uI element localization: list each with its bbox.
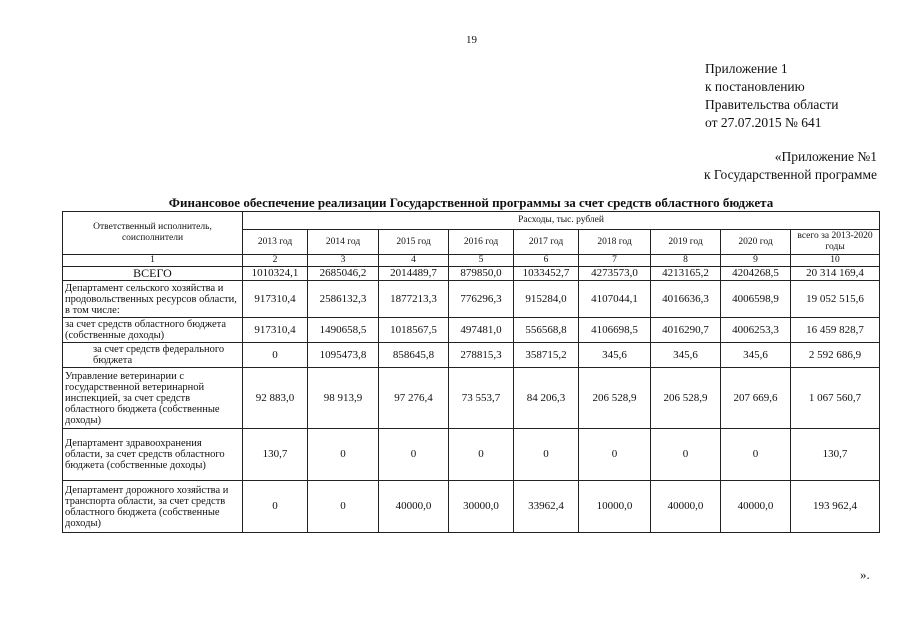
table-cell: 2014489,7 [379,267,449,281]
table-cell: 358715,2 [514,343,579,368]
document-title: Финансовое обеспечение реализации Государственной программы за счет средств областного бюджета [168,195,774,210]
table-cell: 858645,8 [379,343,449,368]
table-cell: 0 [379,429,449,481]
table-cell: 40000,0 [651,481,721,533]
table-row [63,318,880,343]
table-cell: 4016636,3 [651,281,721,318]
table-cell: 497481,0 [449,318,514,343]
row-label: за счет средств федерального бюджета [63,343,243,368]
table-cell: 345,6 [651,343,721,368]
page-number: 19 [466,34,477,46]
column-number: 1 [63,255,243,267]
table-row [63,368,880,429]
column-number: 7 [579,255,651,267]
table-cell: 1877213,3 [379,281,449,318]
row-label: за счет средств областного бюджета (собственные доходы) [63,318,243,343]
column-number: 8 [651,255,721,267]
row-label: Департамент дорожного хозяйства и транспорта области, за счет средств областного бюджета (собственные доходы) [63,481,243,533]
financing-table [62,211,880,533]
table-cell-total: 130,7 [791,429,880,481]
row-label: Департамент здравоохранения области, за счет средств областного бюджета (собственные доходы) [63,429,243,481]
table-cell: 1490658,5 [308,318,379,343]
header-year: 2017 год [514,230,579,255]
header-year: 2016 год [449,230,514,255]
table-cell: 915284,0 [514,281,579,318]
column-number: 10 [791,255,880,267]
header-year: 2013 год [243,230,308,255]
table-cell: 4107044,1 [579,281,651,318]
table-cell: 1018567,5 [379,318,449,343]
column-number: 6 [514,255,579,267]
table-cell: 84 206,3 [514,368,579,429]
table-cell: 0 [308,481,379,533]
table-cell: 4204268,5 [721,267,791,281]
header-year: 2019 год [651,230,721,255]
row-label: Управление ветеринарии с государственной ветеринарной инспекцией, за счет средств областного бюджета (собственные доходы) [63,368,243,429]
header-year: 2018 год [579,230,651,255]
table-cell: 917310,4 [243,281,308,318]
appendix-line: Приложение 1 [705,61,788,76]
table-cell: 0 [721,429,791,481]
appendix2-line: к Государственной программе [703,167,877,182]
appendix-line: Правительства области [705,97,839,112]
appendix-line: к постановлению [705,79,805,94]
table-cell: 0 [308,429,379,481]
table-cell: 73 553,7 [449,368,514,429]
table-cell: 1033452,7 [514,267,579,281]
table-cell: 556568,8 [514,318,579,343]
table-cell: 2685046,2 [308,267,379,281]
column-number: 4 [379,255,449,267]
table-cell: 1095473,8 [308,343,379,368]
table-cell: 278815,3 [449,343,514,368]
table-row [63,481,880,533]
header-year: 2014 год [308,230,379,255]
appendix2-line: «Приложение №1 [774,149,877,164]
appendix-header [705,60,838,132]
table-cell-total: 16 459 828,7 [791,318,880,343]
table-cell: 0 [449,429,514,481]
table-cell: 2586132,3 [308,281,379,318]
table-cell: 30000,0 [449,481,514,533]
appendix-header-2 [704,148,877,184]
table-row [63,429,880,481]
table-cell-total: 1 067 560,7 [791,368,880,429]
column-number: 5 [449,255,514,267]
appendix-line: от 27.07.2015 № 641 [705,115,822,130]
table-cell-total: 19 052 515,6 [791,281,880,318]
table-cell: 207 669,6 [721,368,791,429]
table-cell: 1010324,1 [243,267,308,281]
table-cell: 0 [243,343,308,368]
header-year: 2015 год [379,230,449,255]
table-row [63,267,880,281]
table-cell: 4006598,9 [721,281,791,318]
table-cell: 130,7 [243,429,308,481]
table-row [63,343,880,368]
row-label: Департамент сельского хозяйства и продовольственных ресурсов области, в том числе: [63,281,243,318]
header-executor: Ответственный исполнитель, соисполнители [63,212,243,255]
column-number: 2 [243,255,308,267]
table-cell: 10000,0 [579,481,651,533]
table-cell: 0 [651,429,721,481]
table-cell: 345,6 [721,343,791,368]
table-cell: 40000,0 [721,481,791,533]
header-total: всего за 2013-2020 годы [791,230,880,255]
table-cell: 879850,0 [449,267,514,281]
column-number: 3 [308,255,379,267]
table-cell: 206 528,9 [651,368,721,429]
table-cell-total: 20 314 169,4 [791,267,880,281]
table-cell: 33962,4 [514,481,579,533]
table-cell: 40000,0 [379,481,449,533]
column-number: 9 [721,255,791,267]
header-year: 2020 год [721,230,791,255]
table-cell: 4273573,0 [579,267,651,281]
table-cell: 4006253,3 [721,318,791,343]
table-row [63,281,880,318]
table-cell-total: 193 962,4 [791,481,880,533]
table-cell: 776296,3 [449,281,514,318]
table-cell: 0 [514,429,579,481]
table-cell: 4106698,5 [579,318,651,343]
row-label: ВСЕГО [63,267,243,281]
table-cell: 0 [243,481,308,533]
table-cell: 98 913,9 [308,368,379,429]
table-cell: 92 883,0 [243,368,308,429]
table-cell: 97 276,4 [379,368,449,429]
table-cell-total: 2 592 686,9 [791,343,880,368]
table-cell: 4213165,2 [651,267,721,281]
table-cell: 917310,4 [243,318,308,343]
closing-quote: ». [860,567,870,582]
header-expenses: Расходы, тыс. рублей [243,212,880,230]
table-cell: 0 [579,429,651,481]
table-cell: 206 528,9 [579,368,651,429]
table-cell: 345,6 [579,343,651,368]
table-cell: 4016290,7 [651,318,721,343]
